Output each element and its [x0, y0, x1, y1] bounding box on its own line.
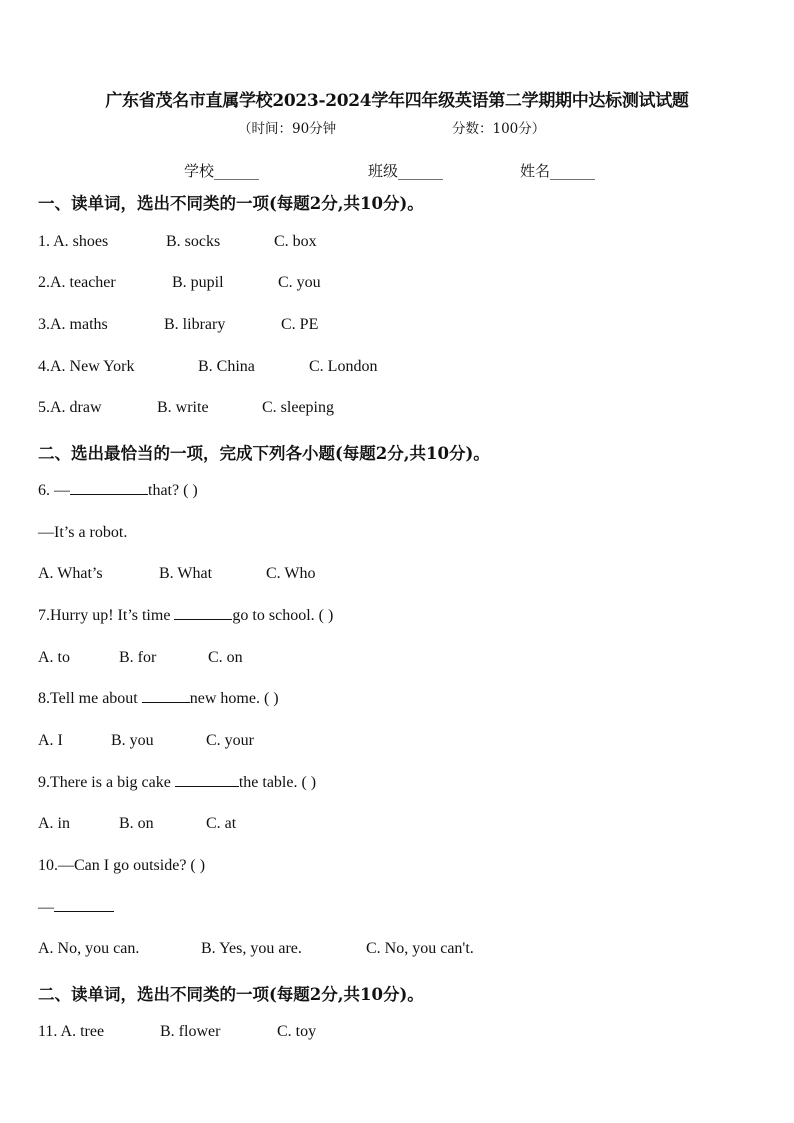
question-1	[38, 233, 317, 251]
q8-blank	[142, 701, 190, 703]
q5-option-a: 5.A. draw	[38, 399, 102, 416]
exam-time: （时间：90分钟	[238, 121, 337, 137]
question-7	[38, 607, 333, 625]
question-2	[38, 274, 321, 292]
q5-option-b: B. write	[157, 399, 209, 416]
q6-option-a: A. What’s	[38, 565, 103, 582]
section-1-heading: 一、读单词，选出不同类的一项(每题2分,共10分)。	[38, 194, 424, 213]
q9-stem-end: the table. ( )	[238, 774, 317, 791]
q3-option-a: 3.A. maths	[38, 316, 108, 333]
section-3-heading: 二、读单词，选出不同类的一项(每题2分,共10分)。	[38, 985, 424, 1004]
q7-stem-end: go to school. ( )	[232, 607, 334, 624]
exam-score: 分数：100分）	[452, 121, 546, 137]
question-6	[38, 482, 198, 500]
name-field: 姓名______	[520, 162, 596, 180]
q7-option-c: C. on	[208, 649, 243, 666]
question-9	[38, 774, 316, 792]
q7-options	[38, 649, 243, 667]
q1-option-b: B. socks	[166, 233, 221, 250]
school-field: 学校______	[184, 162, 260, 180]
q1-option-c: C. box	[274, 233, 317, 250]
question-11	[38, 1023, 316, 1041]
q4-option-a: 4.A. New York	[38, 358, 135, 375]
q7-option-b: B. for	[119, 649, 157, 666]
q3-option-b: B. library	[164, 316, 226, 333]
exam-title: 广东省茂名市直属学校2023-2024学年四年级英语第二学期期中达标测试试题	[105, 91, 689, 111]
q6-stem-start: 6. —	[38, 482, 70, 499]
q4-option-b: B. China	[198, 358, 255, 375]
q6-options	[38, 565, 315, 583]
q10-option-a: A. No, you can.	[38, 940, 140, 957]
question-3	[38, 316, 318, 334]
section-2-heading: 二、选出最恰当的一项，完成下列各小题(每题2分,共10分)。	[38, 444, 490, 463]
question-8	[38, 690, 279, 708]
question-5	[38, 399, 334, 417]
q8-stem-end: new home. ( )	[189, 690, 279, 707]
q5-option-c: C. sleeping	[262, 399, 334, 416]
q8-options	[38, 732, 254, 750]
q9-stem-start: 9.There is a big cake	[38, 774, 171, 791]
q10-options	[38, 940, 474, 958]
q4-option-c: C. London	[309, 358, 378, 375]
q6-stem-end: that? ( )	[148, 482, 198, 499]
q2-option-a: 2.A. teacher	[38, 274, 116, 291]
q6-dialogue-answer: —It’s a robot.	[38, 524, 128, 541]
q1-option-a: 1. A. shoes	[38, 233, 109, 250]
q10-option-c: C. No, you can't.	[366, 940, 474, 957]
q11-option-a: 11. A. tree	[38, 1023, 105, 1040]
q8-stem-start: 8.Tell me about	[38, 690, 138, 707]
q2-option-c: C. you	[278, 274, 321, 291]
q9-option-a: A. in	[38, 815, 70, 832]
q11-option-c: C. toy	[277, 1023, 317, 1040]
q9-options	[38, 815, 236, 833]
q10-dash: —	[38, 899, 54, 916]
question-4	[38, 358, 377, 376]
q7-blank	[174, 618, 232, 620]
q7-stem-start: 7.Hurry up! It’s time	[38, 607, 171, 624]
q10-option-b: B. Yes, you are.	[201, 940, 302, 957]
q3-option-c: C. PE	[281, 316, 319, 333]
q6-blank	[70, 493, 148, 495]
q10-answer-line	[38, 899, 114, 917]
q9-option-c: C. at	[206, 815, 237, 832]
q11-option-b: B. flower	[160, 1023, 221, 1040]
class-field: 班级______	[368, 162, 444, 180]
q6-option-b: B. What	[159, 565, 213, 582]
q2-option-b: B. pupil	[172, 274, 224, 291]
q8-option-a: A. I	[38, 732, 63, 749]
q8-option-b: B. you	[111, 732, 154, 749]
q6-option-c: C. Who	[266, 565, 316, 582]
q9-option-b: B. on	[119, 815, 154, 832]
q8-option-c: C. your	[206, 732, 254, 749]
q7-option-a: A. to	[38, 649, 70, 666]
question-10: 10.—Can I go outside? ( )	[38, 857, 206, 874]
q9-blank	[175, 785, 239, 787]
q10-blank	[54, 910, 114, 912]
